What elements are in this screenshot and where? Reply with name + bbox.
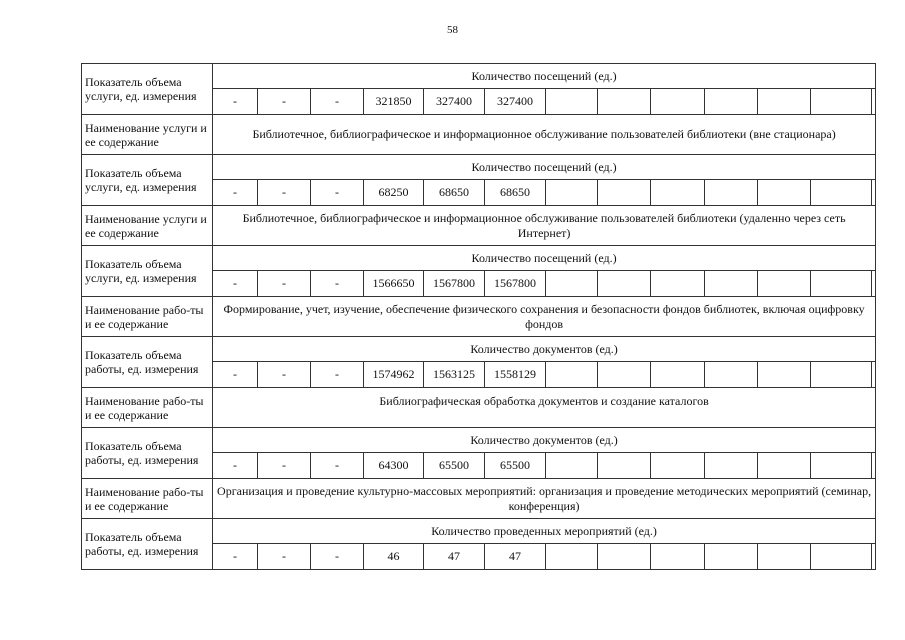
value-cell: 1563125 [424,362,485,388]
indicator-caption-row [82,64,876,89]
value-cell [598,180,651,206]
value-cell: - [258,271,311,297]
value-cell [872,453,876,479]
value-cell [546,362,598,388]
value-cell: 65500 [424,453,485,479]
value-cell [546,89,598,115]
indicator-label: Показатель объема работы, ед. измерения [82,337,213,388]
value-cell [811,362,872,388]
value-cell: 327400 [485,89,546,115]
value-cell [598,89,651,115]
value-cell: 68650 [485,180,546,206]
service-description: Библиотечное, библиографическое и информационное обслуживание пользователей библиотеки (вне стационара) [213,115,876,155]
value-cell: - [213,89,258,115]
value-cell: - [213,544,258,570]
value-cell: - [311,453,364,479]
value-cell: - [311,180,364,206]
name-label: Наименование рабо-ты и ее содержание [82,297,213,337]
indicator-caption-row [82,155,876,180]
value-cell [811,180,872,206]
value-cell [546,453,598,479]
value-cell: - [258,544,311,570]
service-name-row [82,115,876,155]
value-cell: 47 [424,544,485,570]
value-cell: - [311,362,364,388]
value-cell: - [311,89,364,115]
unit-caption: Количество документов (ед.) [213,428,876,453]
value-cell [811,544,872,570]
service-description: Формирование, учет, изучение, обеспечение физического сохранения и безопасности фондов библиотек, включая оцифровку фондов [213,297,876,337]
service-description: Библиографическая обработка документов и создание каталогов [213,388,876,428]
indicator-label: Показатель объема работы, ед. измерения [82,428,213,479]
value-cell [758,453,811,479]
unit-caption: Количество посещений (ед.) [213,155,876,180]
value-cell: - [213,180,258,206]
table-body [82,64,876,570]
indicator-label: Показатель объема услуги, ед. измерения [82,155,213,206]
value-cell [872,89,876,115]
service-name-row [82,479,876,519]
unit-caption: Количество посещений (ед.) [213,64,876,89]
value-cell [546,544,598,570]
value-cell [546,271,598,297]
value-cell: - [213,362,258,388]
value-cell [758,271,811,297]
value-cell [598,544,651,570]
value-cell [705,362,758,388]
indicator-caption-row [82,428,876,453]
service-name-row [82,388,876,428]
service-description: Организация и проведение культурно-массовых мероприятий: организация и проведение методических мероприятий (семинар, конференция) [213,479,876,519]
value-cell: - [258,89,311,115]
name-label: Наименование рабо-ты и ее содержание [82,388,213,428]
value-cell [598,453,651,479]
value-cell: 65500 [485,453,546,479]
page-number: 58 [447,24,458,36]
value-cell: 68650 [424,180,485,206]
value-cell [811,271,872,297]
value-cell: 327400 [424,89,485,115]
value-cell [651,271,705,297]
name-label: Наименование услуги и ее содержание [82,115,213,155]
value-cell [651,89,705,115]
indicator-caption-row [82,337,876,362]
name-label: Наименование услуги и ее содержание [82,206,213,246]
services-volume-table [81,63,876,570]
service-description: Библиотечное, библиографическое и информационное обслуживание пользователей библиотеки (удаленно через сеть Интернет) [213,206,876,246]
value-cell [651,544,705,570]
value-cell [651,180,705,206]
value-cell: 47 [485,544,546,570]
value-cell [651,453,705,479]
service-name-row [82,206,876,246]
value-cell [705,544,758,570]
value-cell: 1567800 [424,271,485,297]
value-cell [811,89,872,115]
value-cell: - [213,271,258,297]
value-cell [705,180,758,206]
value-cell [705,453,758,479]
value-cell: - [311,544,364,570]
value-cell [811,453,872,479]
indicator-label: Показатель объема работы, ед. измерения [82,519,213,570]
value-cell: - [311,271,364,297]
value-cell: - [258,453,311,479]
value-cell [758,362,811,388]
value-cell [758,544,811,570]
value-cell [872,271,876,297]
unit-caption: Количество проведенных мероприятий (ед.) [213,519,876,544]
unit-caption: Количество посещений (ед.) [213,246,876,271]
value-cell [872,180,876,206]
service-name-row [82,297,876,337]
value-cell [598,362,651,388]
value-cell [872,544,876,570]
indicator-caption-row [82,246,876,271]
indicator-label: Показатель объема услуги, ед. измерения [82,64,213,115]
value-cell: 68250 [364,180,424,206]
value-cell: - [213,453,258,479]
value-cell [872,362,876,388]
indicator-label: Показатель объема услуги, ед. измерения [82,246,213,297]
value-cell: 321850 [364,89,424,115]
value-cell [651,362,705,388]
value-cell: 46 [364,544,424,570]
value-cell: 1558129 [485,362,546,388]
value-cell [546,180,598,206]
name-label: Наименование рабо-ты и ее содержание [82,479,213,519]
value-cell [705,89,758,115]
value-cell [758,89,811,115]
value-cell [758,180,811,206]
value-cell: 1566650 [364,271,424,297]
value-cell: - [258,180,311,206]
value-cell: 1567800 [485,271,546,297]
value-cell [705,271,758,297]
indicator-caption-row [82,519,876,544]
value-cell: 1574962 [364,362,424,388]
value-cell: 64300 [364,453,424,479]
value-cell [598,271,651,297]
value-cell: - [258,362,311,388]
unit-caption: Количество документов (ед.) [213,337,876,362]
